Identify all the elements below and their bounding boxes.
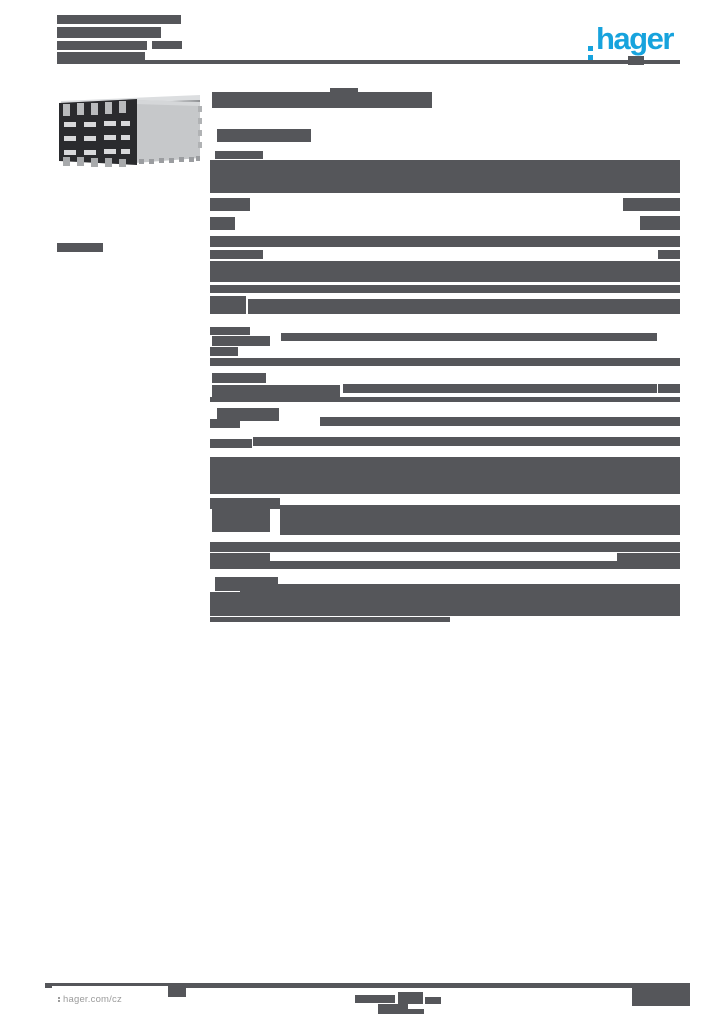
- redacted-spec-text: [212, 508, 270, 532]
- redacted-spec-text: [343, 384, 657, 393]
- hager-colon-icon: [588, 24, 593, 60]
- redacted-margin-label: [57, 243, 103, 252]
- redacted-spec-text: [210, 617, 450, 622]
- footer-website-link[interactable]: [52, 994, 122, 1005]
- redacted-header-text: [628, 56, 644, 65]
- redacted-footer-text: [355, 995, 395, 1003]
- redacted-spec-text: [640, 216, 680, 230]
- redacted-spec-text: [623, 198, 680, 211]
- product-photo: [57, 90, 202, 167]
- redacted-spec-text: [248, 299, 680, 314]
- redacted-spec-text: [240, 584, 680, 592]
- redacted-spec-text: [212, 336, 270, 346]
- redacted-spec-text: [658, 384, 680, 393]
- redacted-header-text: [57, 41, 147, 50]
- hager-logo-text: hager: [596, 21, 673, 56]
- redacted-footer-text: [425, 997, 441, 1004]
- redacted-footer-text: [402, 1009, 424, 1014]
- document-title-accent-redacted: [330, 88, 358, 93]
- redacted-spec-text: [212, 385, 340, 397]
- footer-website-box: [52, 986, 168, 1012]
- redacted-spec-text: [210, 439, 252, 448]
- redacted-spec-text: [210, 553, 270, 561]
- redacted-spec-text: [658, 250, 680, 259]
- redacted-header-text: [57, 52, 145, 60]
- redacted-spec-text: [212, 373, 266, 383]
- redacted-header-text: [57, 15, 181, 24]
- redacted-spec-text: [320, 417, 680, 426]
- redacted-spec-text: [210, 285, 680, 293]
- hager-colon-icon: [58, 997, 60, 1002]
- redacted-spec-text: [210, 457, 680, 494]
- redacted-footer-text: [398, 992, 423, 1004]
- redacted-spec-text: [210, 327, 250, 335]
- redacted-spec-text: [210, 296, 246, 314]
- redacted-footer-text: [168, 988, 186, 997]
- redacted-spec-text: [280, 505, 680, 535]
- redacted-spec-text: [210, 419, 240, 428]
- document-subtitle-redacted: [217, 129, 311, 142]
- redacted-spec-text: [210, 397, 680, 402]
- redacted-spec-text: [210, 261, 680, 282]
- redacted-spec-text: [215, 151, 263, 159]
- redacted-spec-text: [210, 198, 250, 211]
- footer-website-text: hager.com/cz: [63, 993, 122, 1005]
- redacted-spec-text: [210, 592, 680, 616]
- redacted-spec-text: [210, 250, 263, 259]
- redacted-spec-text: [253, 437, 680, 446]
- redacted-spec-text: [281, 333, 657, 341]
- footer-page-block: [632, 987, 690, 1006]
- redacted-spec-text: [210, 236, 680, 247]
- redacted-spec-text: [210, 347, 238, 356]
- redacted-spec-text: [617, 553, 680, 561]
- product-photo-image: [57, 90, 202, 167]
- redacted-spec-text: [210, 217, 235, 230]
- redacted-spec-text: [210, 358, 680, 366]
- redacted-header-text: [152, 41, 182, 49]
- redacted-spec-text: [210, 160, 680, 193]
- hager-logo: [588, 21, 673, 60]
- document-title-redacted: [212, 92, 432, 108]
- redacted-spec-text: [210, 561, 680, 569]
- header-divider: [57, 60, 680, 64]
- redacted-spec-text: [210, 542, 680, 552]
- redacted-header-text: [57, 27, 161, 38]
